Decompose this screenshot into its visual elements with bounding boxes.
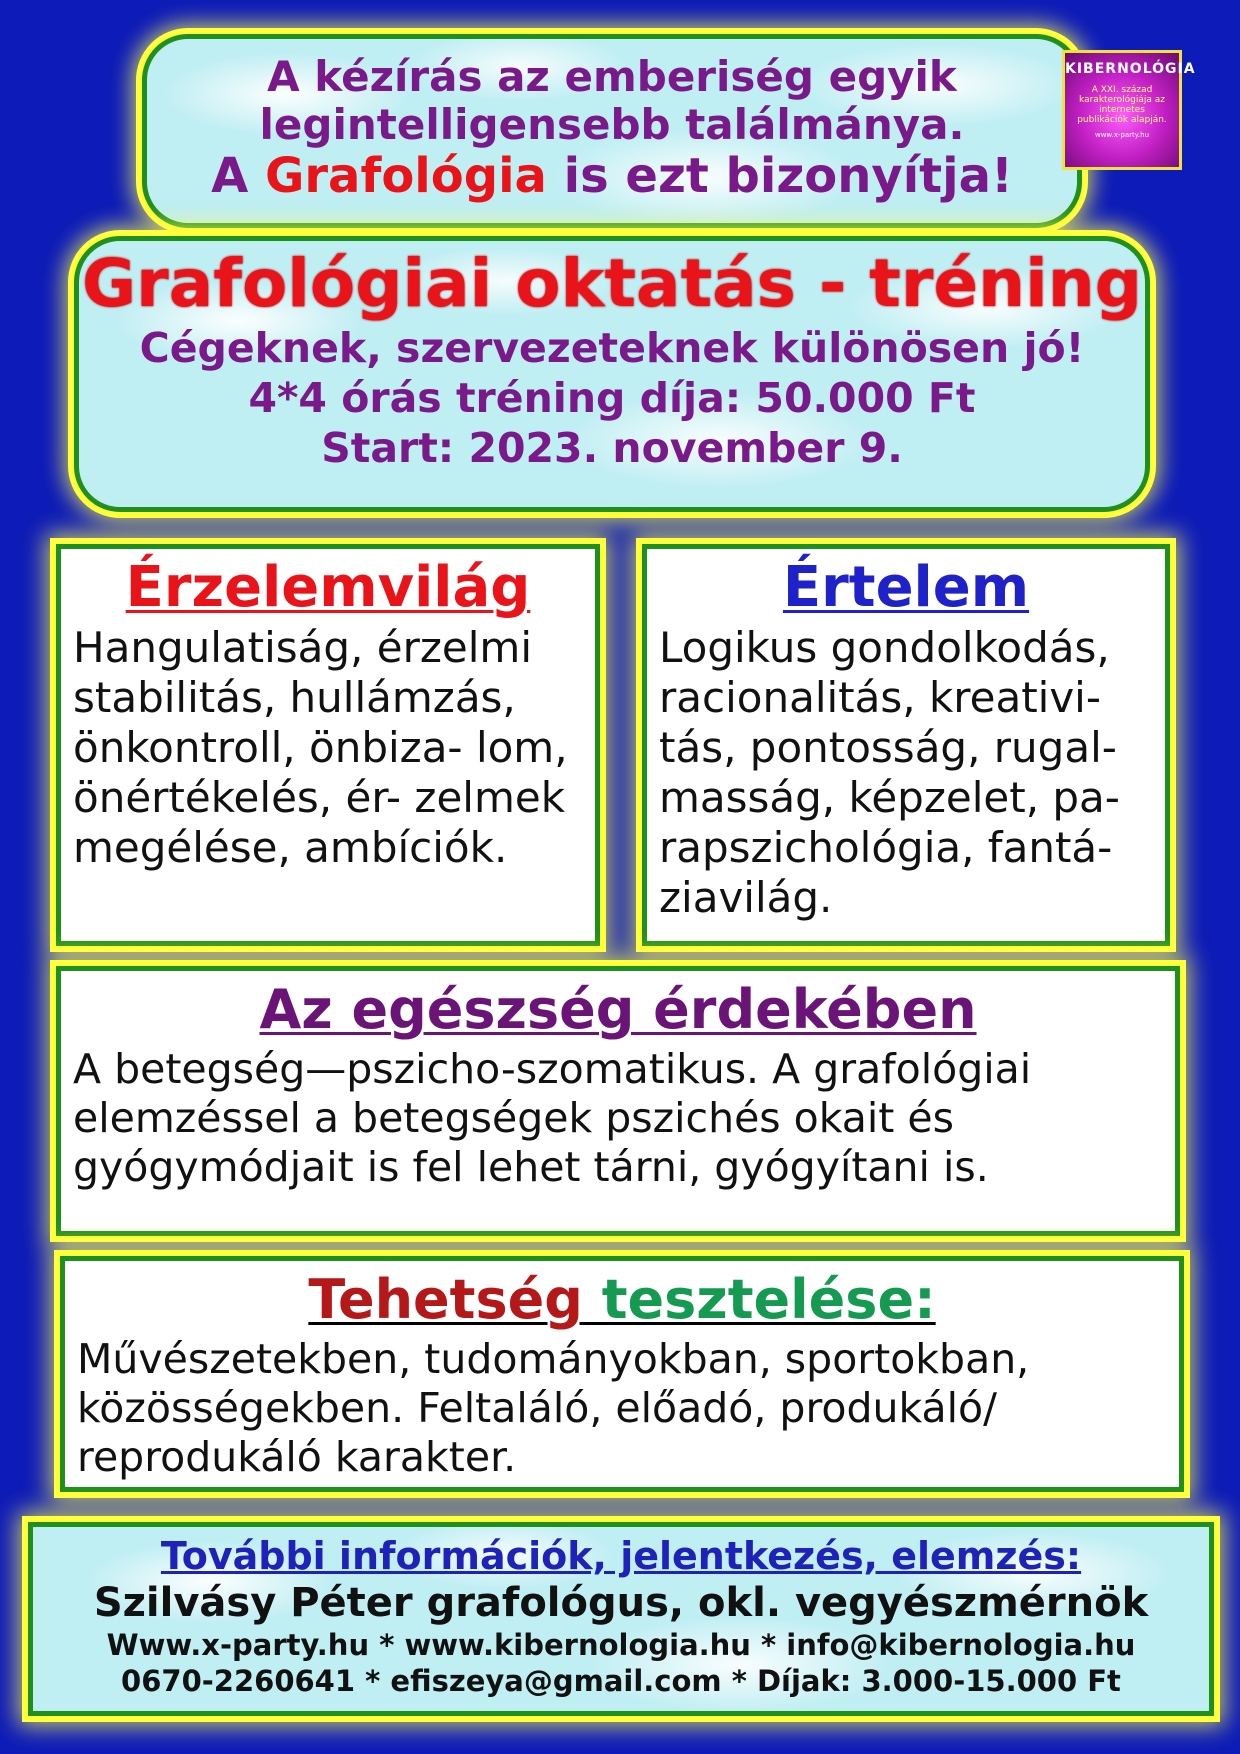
contact-name: Szilvásy Péter grafológus, okl. vegyészmérnök — [93, 1580, 1149, 1626]
contact-phone-fees: 0670-2260641 * efiszeya@gmail.com * Díjak: 3.000-15.000 Ft — [121, 1664, 1121, 1698]
logo-url: www.x-party.hu — [1094, 131, 1150, 139]
intellect-heading: Értelem — [782, 555, 1030, 620]
kibernologia-logo — [1062, 50, 1196, 170]
health-panel — [56, 966, 1180, 1236]
talent-heading-part-1: Tehetség — [308, 1268, 583, 1331]
header-line-3-prefix: A — [211, 148, 265, 204]
health-heading: Az egészség érdekében — [259, 978, 977, 1041]
intellect-panel — [642, 544, 1170, 946]
contact-heading[interactable]: További információk, jelentkezés, elemzés: — [160, 1534, 1082, 1578]
logo-title: KIBERNOLÓGIA — [1065, 61, 1196, 77]
contact-web-email: Www.x-party.hu * www.kibernologia.hu * info@kibernologia.hu — [106, 1628, 1136, 1662]
header-line-1: A kézírás az emberiség egyik — [267, 52, 957, 101]
training-start-date: Start: 2023. november 9. — [321, 424, 903, 472]
header-line-3 — [147, 149, 1077, 203]
emotion-heading: Érzelemvilág — [125, 555, 531, 620]
talent-body: Művészetekben, tudományokban, sportokban, közösségekben. Feltaláló, előadó, produkáló/ reprodukáló karakter. — [77, 1335, 1030, 1481]
training-audience: Cégeknek, szervezeteknek különösen jó! — [139, 324, 1085, 372]
header-line-2: legintelligensebb találmánya. — [259, 100, 965, 149]
header-banner — [142, 34, 1082, 228]
training-title: Grafológiai oktatás - tréning — [81, 245, 1143, 322]
contact-banner — [28, 1522, 1214, 1716]
talent-panel — [60, 1256, 1184, 1492]
training-banner — [74, 236, 1150, 512]
logo-subtitle: A XXI. század karakterológiája az internetes publikációk alapján. — [1077, 85, 1167, 125]
talent-heading — [65, 1265, 1179, 1335]
intellect-body: Logikus gondolkodás, racionalitás, kreativi- tás, pontosság, rugal- masság, képzelet, pa- rapszichológia, fantá- ziavilág. — [659, 623, 1120, 922]
health-body: A betegség—pszicho-szomatikus. A grafológiai elemzéssel a betegségek pszichés okait és gyógymódjait is fel lehet tárni, gyógyítani is. — [73, 1045, 1032, 1191]
header-line-3-suffix: is ezt bizonyítja! — [546, 148, 1013, 204]
talent-heading-part-2: tesztelése: — [582, 1268, 936, 1331]
emotion-panel — [56, 544, 600, 946]
header-highlight: Grafológia — [264, 148, 547, 204]
emotion-body: Hangulatiság, érzelmi stabilitás, hullámzás, önkontroll, önbiza- lom, önértékelés, ér- zelmek megélése, ambíciók. — [73, 623, 568, 872]
training-price: 4*4 órás tréning díja: 50.000 Ft — [248, 374, 976, 422]
